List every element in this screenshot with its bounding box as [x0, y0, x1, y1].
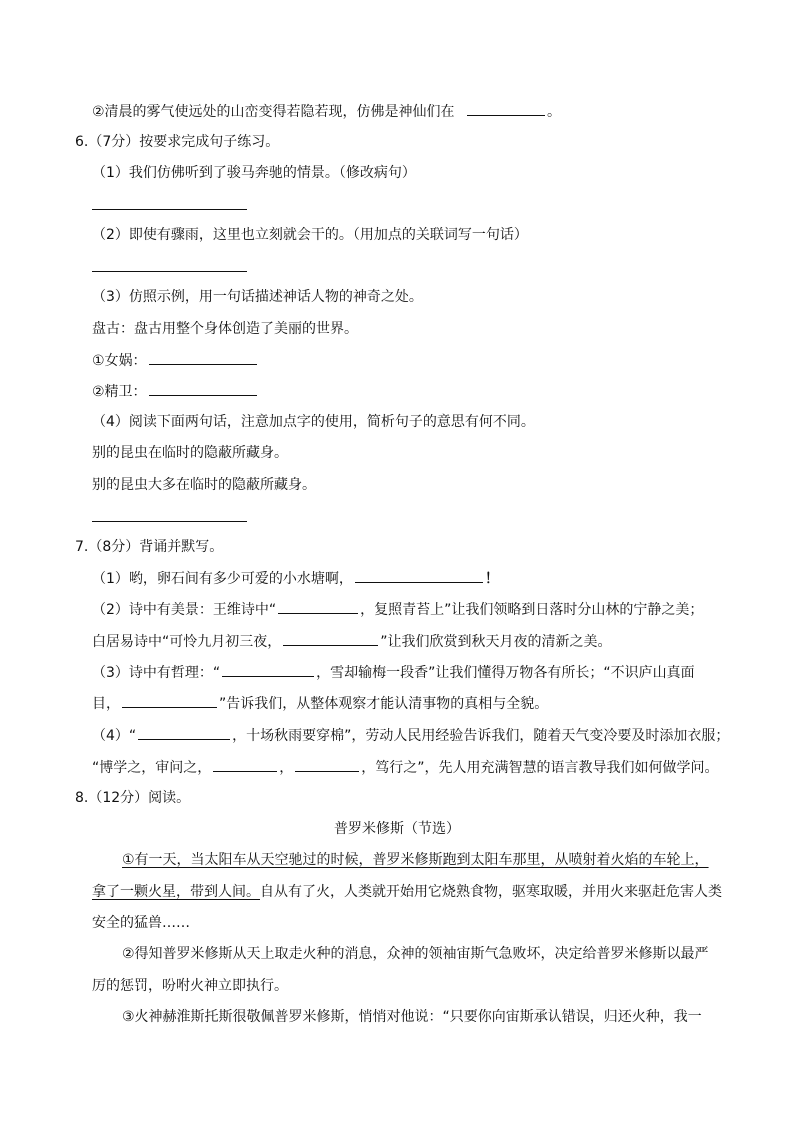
q7-part2-line1 [92, 598, 703, 621]
q7-part3-c: 目， [92, 696, 120, 712]
q7-part4-c: “博学之，审问之， [92, 760, 212, 776]
q7-part4-line2 [92, 756, 719, 779]
q6-part2-answer-line[interactable] [92, 271, 247, 272]
q8-para1-underlined-end: 拿了一颗火星，带到人间。 [92, 884, 260, 900]
q7-part3-blank2[interactable] [122, 692, 217, 708]
q7-part4-blank1[interactable] [138, 724, 230, 740]
q6-nvwa-line [92, 349, 259, 372]
q6-part2: （2）即使有骤雨，这里也立刻就会干的。（用加点的关联词写一句话） [92, 227, 528, 243]
q6-sentence1: 别的昆虫在临时的隐蔽所藏身。 [92, 445, 288, 461]
q7-part3-a: （3）诗中有哲理：“ [92, 665, 221, 681]
q8-header: 8.（12分）阅读。 [75, 790, 191, 806]
q7-part4-a: （4）“ [92, 728, 137, 744]
q7-part4-e: ，笃行之”，先人用充满智慧的语言教导我们如何做学问。 [361, 760, 719, 776]
q7-part2-blank1[interactable] [278, 598, 358, 614]
q7-part1-text: （1）哟，卵石间有多少可爱的小水塘啊， [92, 571, 353, 587]
q6-nvwa-label: ①女娲： [92, 353, 147, 369]
q5-item2-blank[interactable] [467, 100, 545, 116]
q7-part4-b: ，十场秋雨要穿棉”，劳动人民用经验告诉我们，随着天气变冷要及时添加衣服； [232, 728, 730, 744]
q8-para3-line1: ③火神赫淮斯托斯很敬佩普罗米修斯，悄悄对他说：“只要你向宙斯承认错误，归还火种，我一 [122, 1009, 702, 1025]
q6-part3: （3）仿照示例，用一句话描述神话人物的神奇之处。 [92, 289, 423, 305]
q7-part2-line2 [92, 630, 612, 653]
q6-part1-answer-line[interactable] [92, 209, 247, 210]
q6-part4-answer-line[interactable] [92, 521, 247, 522]
q8-para1-line2 [92, 881, 722, 903]
q8-para1-line3: 安全的猛兽…… [92, 915, 190, 931]
q7-part2-a: （2）诗中有美景：王维诗中“ [92, 602, 277, 618]
q7-part4-line1 [92, 724, 729, 747]
q7-part4-blank2[interactable] [213, 756, 277, 772]
q8-para2-line2: 厉的惩罚，吩咐火神立即执行。 [92, 978, 288, 994]
q5-item2 [92, 100, 561, 123]
q7-part3-blank1[interactable] [222, 661, 314, 677]
q8-para1-rest: 自从有了火，人类就开始用它烧熟食物，驱寒取暖，并用火来驱赶危害人类 [260, 884, 722, 900]
q7-part2-c: 白居易诗中“可怜九月初三夜， [92, 634, 282, 650]
q7-part2-blank2[interactable] [283, 630, 378, 646]
q6-jingwei-label: ②精卫： [92, 384, 147, 400]
q7-header: 7.（8分）背诵并默写。 [75, 539, 224, 555]
q7-part3-line2 [92, 692, 548, 715]
q7-part3-d: ”告诉我们，从整体观察才能认清事物的真相与全貌。 [219, 696, 549, 712]
q6-part3-example: 盘古：盘古用整个身体创造了美丽的世界。 [92, 321, 358, 337]
q7-part3-b: ，雪却输梅一段香”让我们懂得万物各有所长；“不识庐山真面 [316, 665, 695, 681]
q5-item2-text: ②清晨的雾气使远处的山峦变得若隐若现，仿佛是神仙们在 [92, 104, 455, 120]
q5-item2-end: 。 [547, 104, 562, 120]
q8-para1-line1: ①有一天，当太阳车从天空驰过的时候，普罗米修斯跑到太阳车那里，从喷射着火焰的车轮上， [122, 852, 709, 868]
q8-para2-line1: ②得知普罗米修斯从天上取走火种的消息，众神的领袖宙斯气急败坏，决定给普罗米修斯以最严 [122, 946, 709, 962]
q6-jingwei-blank[interactable] [149, 380, 257, 396]
q7-part4-blank3[interactable] [295, 756, 359, 772]
q7-part4-d: ， [279, 760, 294, 776]
q6-nvwa-blank[interactable] [149, 349, 257, 365]
q6-part1: （1）我们仿佛听到了骏马奔驰的情景。（修改病句） [92, 165, 416, 181]
q6-sentence2: 别的昆虫大多在临时的隐蔽所藏身。 [92, 477, 316, 493]
q6-jingwei-line [92, 380, 259, 403]
q7-part2-b: ，复照青苔上”让我们领略到日落时分山林的宁静之美； [360, 602, 704, 618]
q8-passage-title: 普罗米修斯（节选） [334, 821, 460, 837]
q7-part1-end: ！ [484, 571, 499, 587]
q7-part1 [92, 567, 499, 590]
q6-part4: （4）阅读下面两句话，注意加点字的使用，简析句子的意思有何不同。 [92, 414, 535, 430]
q7-part2-d: ”让我们欣赏到秋天月夜的清新之美。 [380, 634, 612, 650]
q7-part3-line1 [92, 661, 695, 684]
q6-header: 6.（7分）按要求完成句子练习。 [75, 134, 280, 150]
q7-part1-blank[interactable] [355, 567, 483, 583]
